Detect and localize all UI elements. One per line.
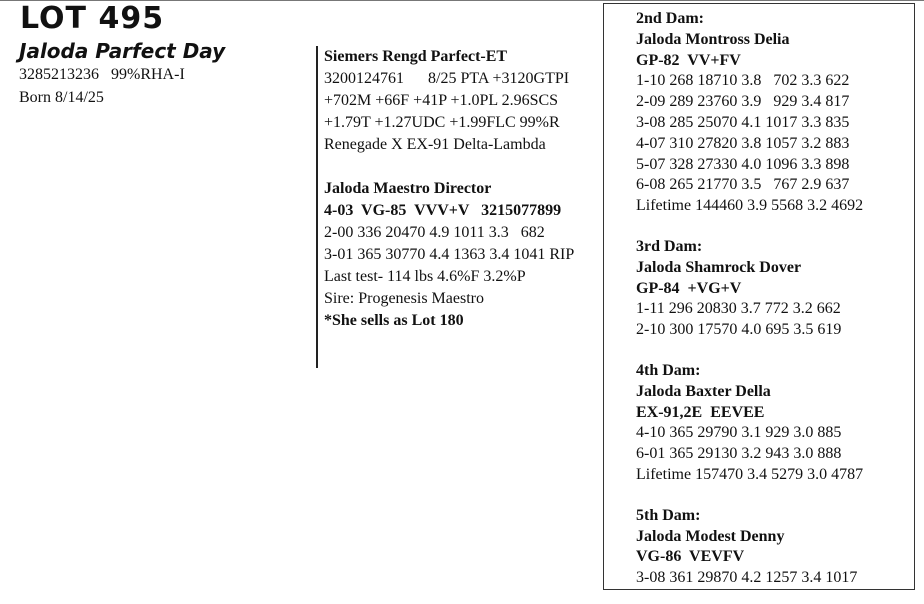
dam-heading: 2nd Dam: xyxy=(636,10,705,27)
dam-name: Jaloda Montross Delia xyxy=(636,30,790,48)
dam-name: Jaloda Shamrock Dover xyxy=(636,258,802,276)
dam-heading: 5th Dam: xyxy=(636,506,701,524)
sire-name: Siemers Rengd Parfect-ET xyxy=(324,48,508,65)
production-record: 4-07 310 27820 3.8 1057 3.2 883 xyxy=(636,134,850,152)
registration-id: 3285213236 99%RHA-I xyxy=(19,66,185,83)
production-record: 5-07 328 27330 4.0 1096 3.3 898 xyxy=(636,155,850,173)
production-record: 6-01 365 29130 3.2 943 3.0 888 xyxy=(636,445,842,463)
dam-block xyxy=(316,176,613,368)
dam-sire: Sire: Progenesis Maestro xyxy=(324,290,484,307)
lifetime-record: Lifetime 144460 3.9 5568 3.2 4692 xyxy=(636,197,864,215)
sire-line: Renegade X EX-91 Delta-Lambda xyxy=(324,136,546,153)
production-record: 3-08 361 29870 4.2 1257 3.4 1017 xyxy=(636,569,858,587)
dam-heading: 3rd Dam: xyxy=(636,237,703,255)
maternal-pedigree-box xyxy=(603,3,915,590)
sire-line: +702M +66F +41P +1.0PL 2.96SCS xyxy=(324,92,559,109)
dam-classification: EX-91,2E EEVEE xyxy=(636,403,765,421)
production-record: 6-08 265 21770 3.5 767 2.9 637 xyxy=(636,176,850,194)
fifth-dam xyxy=(636,506,863,589)
birth-date: Born 8/14/25 xyxy=(19,89,104,106)
animal-name: Jaloda Parfect Day xyxy=(19,39,226,63)
production-record: 1-10 268 18710 3.8 702 3.3 622 xyxy=(636,72,850,90)
second-dam xyxy=(636,9,863,217)
dam-name: Jaloda Maestro Director xyxy=(324,180,492,197)
dam-name: Jaloda Baxter Della xyxy=(636,382,771,400)
dam-record: 3-01 365 30770 4.4 1363 3.4 1041 RIP xyxy=(324,246,575,263)
dam-record: 2-00 336 20470 4.9 1011 3.3 682 xyxy=(324,224,545,241)
production-record: 2-10 300 17570 4.0 695 3.5 619 xyxy=(636,321,842,339)
dam-name: Jaloda Modest Denny xyxy=(636,527,785,545)
dam-last-test: Last test- 114 lbs 4.6%F 3.2%P xyxy=(324,268,526,285)
sire-line: +1.79T +1.27UDC +1.99FLC 99%R xyxy=(324,114,560,131)
lot-number: LOT 495 xyxy=(20,1,165,36)
production-record: 2-09 289 23760 3.9 929 3.4 817 xyxy=(636,93,850,111)
dam-classification: VG-86 VEVFV xyxy=(636,548,745,566)
third-dam xyxy=(636,237,863,341)
dam-heading: 4th Dam: xyxy=(636,361,701,379)
dam-classification: GP-82 VV+FV xyxy=(636,51,741,69)
production-record: 4-10 365 29790 3.1 929 3.0 885 xyxy=(636,424,842,442)
dam-sale-note: *She sells as Lot 180 xyxy=(324,312,464,329)
dam-classification: 4-03 VG-85 VVV+V 3215077899 xyxy=(324,202,562,219)
sire-line: 3200124761 8/25 PTA +3120GTPI xyxy=(324,70,570,87)
production-record: 3-08 285 25070 4.1 1017 3.3 835 xyxy=(636,113,850,131)
lifetime-record: Lifetime 157470 3.4 5279 3.0 4787 xyxy=(636,465,864,483)
production-record: 1-11 296 20830 3.7 772 3.2 662 xyxy=(636,300,841,318)
dam-classification: GP-84 +VG+V xyxy=(636,279,742,297)
fourth-dam xyxy=(636,361,863,486)
